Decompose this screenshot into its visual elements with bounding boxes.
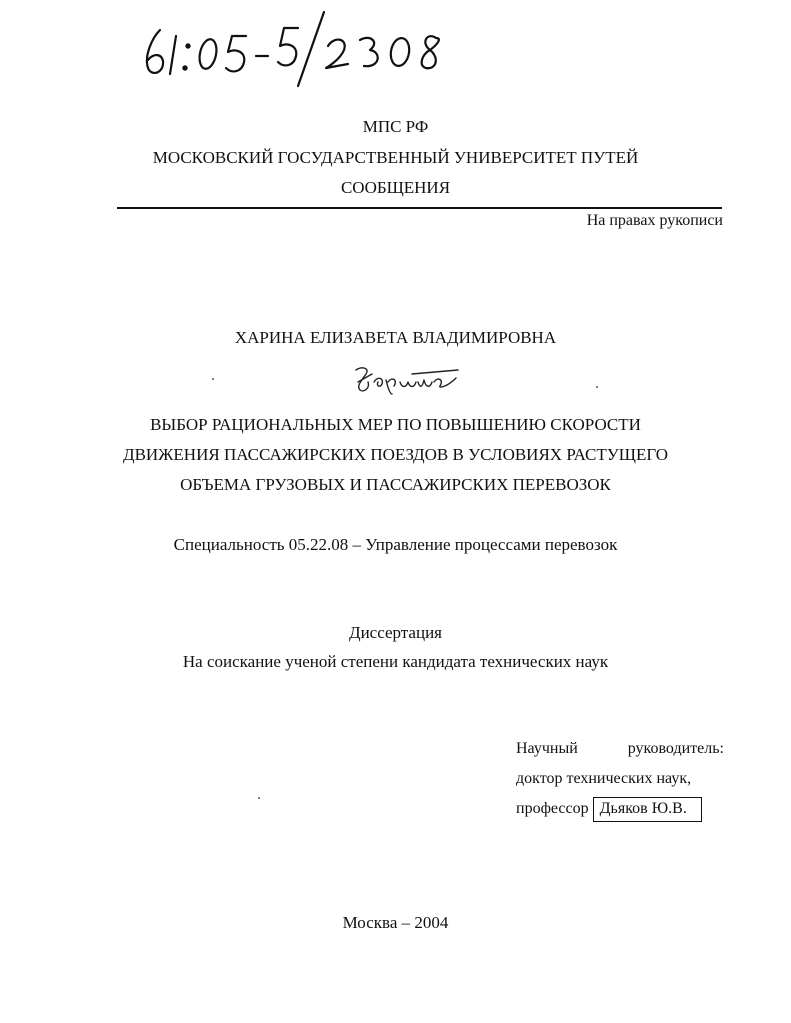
degree-line: На соискание ученой степени кандидата технических наук: [182, 652, 609, 671]
specialty-line: Специальность 05.22.08 – Управление процессами перевозок: [173, 535, 618, 554]
university-name-line2: СООБЩЕНИЯ: [340, 178, 451, 197]
ministry-label: МПС РФ: [362, 117, 429, 136]
handwritten-registry-number: [138, 8, 468, 88]
supervisor-degree: доктор технических наук,: [516, 770, 692, 787]
author-name: ХАРИНА ЕЛИЗАВЕТА ВЛАДИМИРОВНА: [234, 328, 557, 347]
supervisor-label-word2: руководитель:: [627, 740, 724, 757]
scan-speck: [596, 386, 598, 388]
work-type-label: Диссертация: [348, 623, 442, 642]
manuscript-rights-note: На правах рукописи: [586, 212, 723, 229]
dissertation-title-line2: ДВИЖЕНИЯ ПАССАЖИРСКИХ ПОЕЗДОВ В УСЛОВИЯХ РАСТУЩЕГО: [122, 445, 669, 464]
supervisor-rank: профессор: [516, 800, 589, 817]
supervisor-block: [516, 737, 724, 827]
scan-speck: [212, 378, 214, 380]
signature-text: Харина: [352, 360, 356, 361]
header-divider: [117, 207, 722, 209]
registry-number-text: 61: 05-5/2308: [138, 8, 144, 9]
scan-speck: [258, 797, 260, 799]
dissertation-title-line1: ВЫБОР РАЦИОНАЛЬНЫХ МЕР ПО ПОВЫШЕНИЮ СКОРОСТИ: [150, 415, 641, 434]
city-year-footer: Москва – 2004: [342, 913, 449, 932]
supervisor-label-word1: Научный: [516, 740, 578, 757]
author-signature: [352, 360, 462, 396]
dissertation-title-line3: ОБЪЕМА ГРУЗОВЫХ И ПАССАЖИРСКИХ ПЕРЕВОЗОК: [180, 475, 611, 494]
supervisor-name-box: Дьяков Ю.В.: [593, 797, 702, 822]
university-name-line1: МОСКОВСКИЙ ГОСУДАРСТВЕННЫЙ УНИВЕРСИТЕТ ПУТЕЙ: [152, 148, 639, 167]
